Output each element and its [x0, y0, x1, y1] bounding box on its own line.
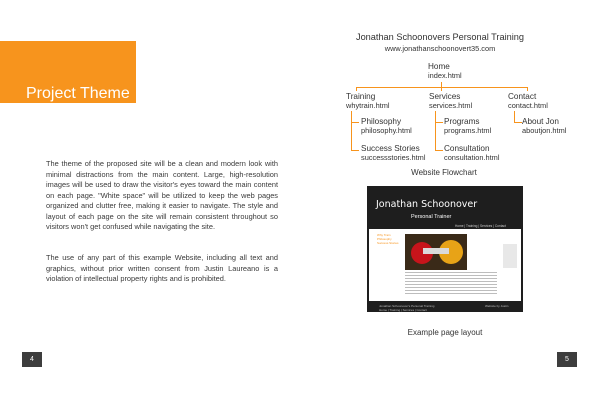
connector-line	[435, 111, 436, 151]
connector-line	[351, 111, 352, 151]
page-number: 5	[557, 352, 577, 367]
page-number: 4	[22, 352, 42, 367]
connector-line	[356, 87, 357, 91]
mockup-footer: Jonathan Schoonover's Personal Training Home | Training | Services | Contact	[379, 304, 435, 312]
barbell	[423, 248, 449, 254]
node-success-stories: Success Stories successstories.html	[361, 144, 426, 162]
page-layout-mockup	[367, 186, 523, 312]
mockup-side-link: Success Stories	[377, 241, 399, 245]
node-about-jon: About Jon aboutjon.html	[522, 117, 567, 135]
node-training: Training whytrain.html	[346, 92, 390, 110]
node-programs: Programs programs.html	[444, 117, 492, 135]
connector-line	[435, 150, 443, 151]
node-philosophy: Philosophy philosophy.html	[361, 117, 412, 135]
connector-line	[351, 150, 359, 151]
connector-line	[514, 122, 522, 123]
connector-line	[441, 87, 442, 91]
connector-line	[435, 122, 443, 123]
node-consultation: Consultation consultation.html	[444, 144, 500, 162]
node-home: Home index.html	[428, 62, 462, 80]
node-contact: Contact contact.html	[508, 92, 548, 110]
copyright-paragraph: The use of any part of this example Website, including all text and graphics, without prior written consent from Justin Laureano is a violation of intellectual property rights and is prohibited.	[46, 253, 278, 283]
mockup-nav: Home | Training | Services | Contact	[455, 224, 506, 228]
connector-line	[351, 122, 359, 123]
mockup-site-name: Jonathan Schoonover	[376, 199, 478, 210]
mockup-side-link: Why Train	[377, 233, 391, 237]
connector-line	[527, 87, 528, 91]
flowchart-url: www.jonathanschoonovert35.com	[384, 44, 496, 53]
mockup-text-lines	[405, 272, 497, 296]
mockup-side-link: Philosophy	[377, 237, 392, 241]
connector-line	[356, 87, 528, 88]
mockup-footer-credit: Website by Justin	[485, 304, 509, 308]
mockup-photo	[405, 234, 467, 270]
flowchart-title: Jonathan Schoonovers Personal Training	[355, 32, 525, 42]
mockup-site-subtitle: Personal Trainer	[411, 214, 452, 220]
mockup-caption: Example page layout	[407, 328, 483, 337]
flowchart-caption: Website Flowchart	[411, 168, 477, 177]
mockup-aside-box	[503, 244, 517, 268]
theme-paragraph: The theme of the proposed site will be a clean and modern look with minimal distractions from the main content. Large, high-resolution images will be used to draw the visitor's eyes toward the main content on each page. "White space" will be utilized to keep the web pages organized and clutter free, making it easier to navigate. The style and layout of each page on the site will remain consistent throughout so visitors won't get confused while navigating the site.	[46, 159, 278, 231]
page-title: Project Theme	[26, 85, 130, 102]
mockup-sidebar	[377, 233, 407, 245]
node-services: Services services.html	[429, 92, 473, 110]
